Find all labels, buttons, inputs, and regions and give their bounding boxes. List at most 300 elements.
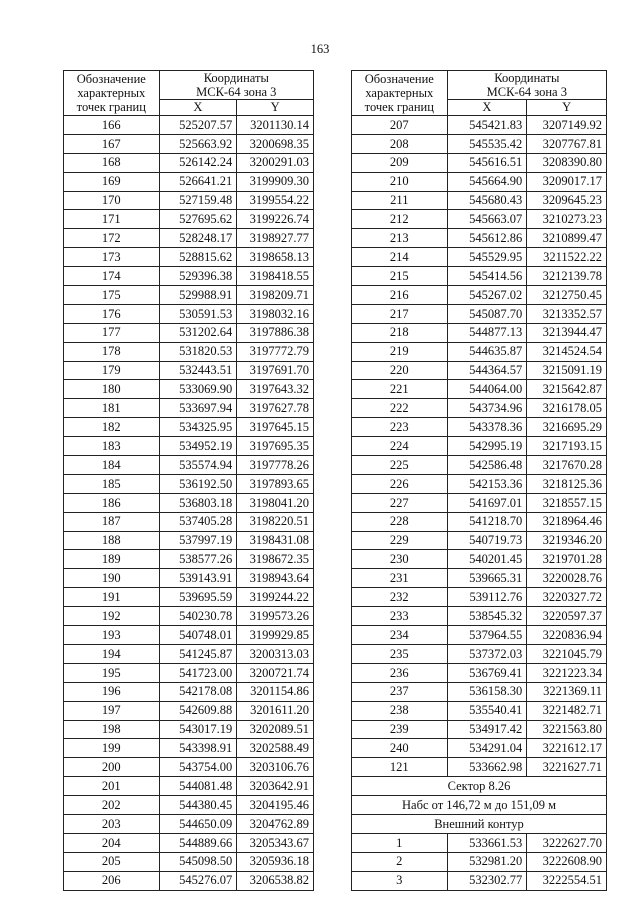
x-cell: 539695.59 [159, 588, 237, 607]
y-cell: 3205343.67 [237, 833, 314, 852]
point-cell: 205 [64, 852, 160, 871]
point-cell: 173 [64, 248, 160, 267]
y-cell: 3209017.17 [527, 172, 607, 191]
point-cell: 238 [352, 701, 448, 720]
table-row [352, 361, 607, 380]
table-row [64, 569, 314, 588]
table-row [64, 153, 314, 172]
x-cell: 530591.53 [159, 304, 237, 323]
point-cell: 216 [352, 286, 448, 305]
point-cell: 206 [64, 871, 160, 890]
header-y: Y [237, 100, 314, 116]
y-cell: 3220028.76 [527, 569, 607, 588]
x-cell: 545421.83 [447, 116, 527, 135]
y-cell: 3198672.35 [237, 550, 314, 569]
point-cell: 218 [352, 323, 448, 342]
table-row [352, 644, 607, 663]
x-cell: 534291.04 [447, 739, 527, 758]
y-cell: 3198431.08 [237, 531, 314, 550]
point-cell: 178 [64, 342, 160, 361]
point-cell: 196 [64, 682, 160, 701]
header-y: Y [527, 100, 607, 116]
y-cell: 3222627.70 [527, 833, 607, 852]
y-cell: 3218964.46 [527, 512, 607, 531]
y-cell: 3197627.78 [237, 399, 314, 418]
x-cell: 542153.36 [447, 474, 527, 493]
sector-title: Сектор 8.26 [352, 777, 607, 796]
header-x: X [447, 100, 527, 116]
x-cell: 545414.56 [447, 267, 527, 286]
table-row [64, 304, 314, 323]
point-cell: 214 [352, 248, 448, 267]
left-table-body [64, 116, 314, 891]
x-cell: 545276.07 [159, 871, 237, 890]
x-cell: 539665.31 [447, 569, 527, 588]
point-cell: 230 [352, 550, 448, 569]
table-row [64, 644, 314, 663]
x-cell: 534952.19 [159, 437, 237, 456]
header-coordinates-line: МСК-64 зона 3 [196, 85, 277, 99]
table-row [352, 493, 607, 512]
header-x: X [159, 100, 237, 116]
header-designation-line: точек границ [76, 100, 146, 114]
y-cell: 3221482.71 [527, 701, 607, 720]
table-row [352, 153, 607, 172]
x-cell: 544650.09 [159, 814, 237, 833]
table-row [64, 550, 314, 569]
table-row [352, 418, 607, 437]
table-row [64, 380, 314, 399]
y-cell: 3197772.79 [237, 342, 314, 361]
y-cell: 3198220.51 [237, 512, 314, 531]
x-cell: 533697.94 [159, 399, 237, 418]
sector-title-row [352, 777, 607, 796]
y-cell: 3198658.13 [237, 248, 314, 267]
table-row [352, 720, 607, 739]
y-cell: 3200291.03 [237, 153, 314, 172]
x-cell: 545098.50 [159, 852, 237, 871]
point-cell: 191 [64, 588, 160, 607]
table-row [64, 663, 314, 682]
point-cell: 221 [352, 380, 448, 399]
y-cell: 3221223.34 [527, 663, 607, 682]
y-cell: 3217670.28 [527, 456, 607, 475]
x-cell: 537372.03 [447, 644, 527, 663]
x-cell: 532443.51 [159, 361, 237, 380]
point-cell: 177 [64, 323, 160, 342]
x-cell: 533661.53 [447, 833, 527, 852]
point-cell: 172 [64, 229, 160, 248]
table-row [64, 172, 314, 191]
x-cell: 531820.53 [159, 342, 237, 361]
table-row [352, 286, 607, 305]
y-cell: 3197645.15 [237, 418, 314, 437]
point-cell: 212 [352, 210, 448, 229]
y-cell: 3217193.15 [527, 437, 607, 456]
x-cell: 529396.38 [159, 267, 237, 286]
header-designation [64, 71, 160, 116]
x-cell: 536769.41 [447, 663, 527, 682]
coordinates-table-left [63, 70, 314, 891]
point-cell: 170 [64, 191, 160, 210]
x-cell: 545087.70 [447, 304, 527, 323]
table-row [64, 191, 314, 210]
sector-range-row [352, 796, 607, 815]
x-cell: 533069.90 [159, 380, 237, 399]
table-row [352, 663, 607, 682]
right-table-body [352, 116, 607, 777]
x-cell: 536192.50 [159, 474, 237, 493]
table-row [352, 380, 607, 399]
x-cell: 537964.55 [447, 626, 527, 645]
point-cell: 240 [352, 739, 448, 758]
point-cell: 199 [64, 739, 160, 758]
point-cell: 187 [64, 512, 160, 531]
table-row [352, 626, 607, 645]
x-cell: 531202.64 [159, 323, 237, 342]
table-row [352, 607, 607, 626]
header-coordinates-line: Координаты [494, 71, 560, 85]
x-cell: 540748.01 [159, 626, 237, 645]
table-row [64, 134, 314, 153]
x-cell: 545267.02 [447, 286, 527, 305]
x-cell: 525207.57 [159, 116, 237, 135]
x-cell: 545663.07 [447, 210, 527, 229]
y-cell: 3200313.03 [237, 644, 314, 663]
y-cell: 3197778.26 [237, 456, 314, 475]
y-cell: 3200721.74 [237, 663, 314, 682]
x-cell: 544877.13 [447, 323, 527, 342]
y-cell: 3210273.23 [527, 210, 607, 229]
table-row [352, 739, 607, 758]
y-cell: 3199929.85 [237, 626, 314, 645]
header-designation-line: Обозначение [364, 72, 434, 86]
y-cell: 3199573.26 [237, 607, 314, 626]
x-cell: 533662.98 [447, 758, 527, 777]
table-row [64, 720, 314, 739]
x-cell: 544081.48 [159, 777, 237, 796]
table-row [352, 569, 607, 588]
y-cell: 3210899.47 [527, 229, 607, 248]
point-cell: 2 [352, 852, 448, 871]
point-cell: 231 [352, 569, 448, 588]
table-row [352, 833, 607, 852]
x-cell: 534917.42 [447, 720, 527, 739]
x-cell: 539143.91 [159, 569, 237, 588]
x-cell: 543017.19 [159, 720, 237, 739]
x-cell: 532981.20 [447, 852, 527, 871]
table-row [64, 607, 314, 626]
point-cell: 184 [64, 456, 160, 475]
header-designation-line: точек границ [364, 100, 434, 114]
y-cell: 3198927.77 [237, 229, 314, 248]
point-cell: 190 [64, 569, 160, 588]
table-row [64, 531, 314, 550]
x-cell: 537997.19 [159, 531, 237, 550]
point-cell: 181 [64, 399, 160, 418]
point-cell: 198 [64, 720, 160, 739]
y-cell: 3213352.57 [527, 304, 607, 323]
table-row [64, 399, 314, 418]
point-cell: 239 [352, 720, 448, 739]
table-row [64, 758, 314, 777]
table-row [352, 531, 607, 550]
table-row [64, 342, 314, 361]
y-cell: 3209645.23 [527, 191, 607, 210]
table-row [64, 116, 314, 135]
x-cell: 544635.87 [447, 342, 527, 361]
y-cell: 3218557.15 [527, 493, 607, 512]
y-cell: 3198943.64 [237, 569, 314, 588]
x-cell: 545680.43 [447, 191, 527, 210]
x-cell: 541245.87 [159, 644, 237, 663]
y-cell: 3198032.16 [237, 304, 314, 323]
table-row [352, 456, 607, 475]
x-cell: 527159.48 [159, 191, 237, 210]
table-row [64, 323, 314, 342]
y-cell: 3212139.78 [527, 267, 607, 286]
sector-block [352, 777, 607, 834]
x-cell: 542586.48 [447, 456, 527, 475]
point-cell: 208 [352, 134, 448, 153]
y-cell: 3214524.54 [527, 342, 607, 361]
point-cell: 217 [352, 304, 448, 323]
y-cell: 3219346.20 [527, 531, 607, 550]
table-row [64, 796, 314, 815]
table-row [64, 210, 314, 229]
x-cell: 541697.01 [447, 493, 527, 512]
x-cell: 540719.73 [447, 531, 527, 550]
point-cell: 169 [64, 172, 160, 191]
point-cell: 227 [352, 493, 448, 512]
point-cell: 210 [352, 172, 448, 191]
x-cell: 541723.00 [159, 663, 237, 682]
table-row [64, 852, 314, 871]
y-cell: 3197643.32 [237, 380, 314, 399]
x-cell: 528248.17 [159, 229, 237, 248]
y-cell: 3208390.80 [527, 153, 607, 172]
point-cell: 213 [352, 229, 448, 248]
y-cell: 3199909.30 [237, 172, 314, 191]
table-row [352, 437, 607, 456]
y-cell: 3216695.29 [527, 418, 607, 437]
y-cell: 3199554.22 [237, 191, 314, 210]
contour-title: Внешний контур [352, 814, 607, 833]
table-row [64, 777, 314, 796]
table-row [64, 814, 314, 833]
point-cell: 3 [352, 871, 448, 890]
x-cell: 535540.41 [447, 701, 527, 720]
table-row [64, 833, 314, 852]
point-cell: 236 [352, 663, 448, 682]
table-row [352, 172, 607, 191]
point-cell: 204 [64, 833, 160, 852]
point-cell: 209 [352, 153, 448, 172]
y-cell: 3220836.94 [527, 626, 607, 645]
table-row [64, 418, 314, 437]
point-cell: 229 [352, 531, 448, 550]
table-row [64, 361, 314, 380]
y-cell: 3204762.89 [237, 814, 314, 833]
table-row [352, 588, 607, 607]
y-cell: 3221369.11 [527, 682, 607, 701]
table-row [64, 248, 314, 267]
y-cell: 3221612.17 [527, 739, 607, 758]
y-cell: 3198041.20 [237, 493, 314, 512]
contour-title-row [352, 814, 607, 833]
table-row [352, 512, 607, 531]
header-designation-line: характерных [77, 86, 146, 100]
point-cell: 192 [64, 607, 160, 626]
point-cell: 121 [352, 758, 448, 777]
x-cell: 543378.36 [447, 418, 527, 437]
table-row [352, 210, 607, 229]
y-cell: 3201154.86 [237, 682, 314, 701]
y-cell: 3206538.82 [237, 871, 314, 890]
point-cell: 182 [64, 418, 160, 437]
table-row [64, 871, 314, 890]
table-row [64, 701, 314, 720]
x-cell: 545616.51 [447, 153, 527, 172]
table-row [64, 493, 314, 512]
table-row [352, 304, 607, 323]
x-cell: 529988.91 [159, 286, 237, 305]
x-cell: 536158.30 [447, 682, 527, 701]
table-row [64, 626, 314, 645]
table-row [64, 682, 314, 701]
x-cell: 527695.62 [159, 210, 237, 229]
point-cell: 193 [64, 626, 160, 645]
table-row [352, 474, 607, 493]
x-cell: 543398.91 [159, 739, 237, 758]
y-cell: 3211522.22 [527, 248, 607, 267]
table-row [352, 682, 607, 701]
table-row [352, 323, 607, 342]
table-row [352, 229, 607, 248]
table-row [64, 229, 314, 248]
x-cell: 538577.26 [159, 550, 237, 569]
y-cell: 3197893.65 [237, 474, 314, 493]
y-cell: 3199244.22 [237, 588, 314, 607]
x-cell: 542178.08 [159, 682, 237, 701]
table-row [64, 739, 314, 758]
x-cell: 543754.00 [159, 758, 237, 777]
table-row [352, 191, 607, 210]
y-cell: 3222608.90 [527, 852, 607, 871]
y-cell: 3197886.38 [237, 323, 314, 342]
y-cell: 3203106.76 [237, 758, 314, 777]
y-cell: 3198209.71 [237, 286, 314, 305]
table-row [352, 248, 607, 267]
x-cell: 528815.62 [159, 248, 237, 267]
point-cell: 175 [64, 286, 160, 305]
y-cell: 3207149.92 [527, 116, 607, 135]
header-coordinates [447, 71, 606, 100]
point-cell: 168 [64, 153, 160, 172]
point-cell: 220 [352, 361, 448, 380]
x-cell: 544889.66 [159, 833, 237, 852]
point-cell: 195 [64, 663, 160, 682]
y-cell: 3203642.91 [237, 777, 314, 796]
point-cell: 183 [64, 437, 160, 456]
y-cell: 3202089.51 [237, 720, 314, 739]
y-cell: 3202588.49 [237, 739, 314, 758]
point-cell: 180 [64, 380, 160, 399]
point-cell: 222 [352, 399, 448, 418]
x-cell: 536803.18 [159, 493, 237, 512]
table-row [352, 134, 607, 153]
table-row [64, 437, 314, 456]
page-number: 163 [310, 42, 330, 56]
table-row [64, 474, 314, 493]
header-coordinates-line: Координаты [203, 71, 269, 85]
point-cell: 185 [64, 474, 160, 493]
point-cell: 197 [64, 701, 160, 720]
y-cell: 3197691.70 [237, 361, 314, 380]
coordinates-table-right [351, 70, 607, 891]
y-cell: 3213944.47 [527, 323, 607, 342]
point-cell: 232 [352, 588, 448, 607]
y-cell: 3198418.55 [237, 267, 314, 286]
y-cell: 3199226.74 [237, 210, 314, 229]
x-cell: 532302.77 [447, 871, 527, 890]
x-cell: 543734.96 [447, 399, 527, 418]
header-designation-line: характерных [365, 86, 434, 100]
x-cell: 526142.24 [159, 153, 237, 172]
table-row [64, 588, 314, 607]
table-row [64, 512, 314, 531]
y-cell: 3216178.05 [527, 399, 607, 418]
point-cell: 235 [352, 644, 448, 663]
contour-table-body [352, 833, 607, 890]
x-cell: 539112.76 [447, 588, 527, 607]
y-cell: 3212750.45 [527, 286, 607, 305]
x-cell: 544364.57 [447, 361, 527, 380]
table-row [352, 550, 607, 569]
point-cell: 188 [64, 531, 160, 550]
table-row [64, 456, 314, 475]
table-row [352, 399, 607, 418]
table-row [352, 116, 607, 135]
table-row [352, 758, 607, 777]
y-cell: 3220327.72 [527, 588, 607, 607]
point-cell: 202 [64, 796, 160, 815]
x-cell: 540201.45 [447, 550, 527, 569]
y-cell: 3200698.35 [237, 134, 314, 153]
table-row [64, 267, 314, 286]
y-cell: 3221563.80 [527, 720, 607, 739]
y-cell: 3219701.28 [527, 550, 607, 569]
y-cell: 3201130.14 [237, 116, 314, 135]
point-cell: 176 [64, 304, 160, 323]
y-cell: 3221627.71 [527, 758, 607, 777]
table-row [352, 871, 607, 890]
point-cell: 211 [352, 191, 448, 210]
x-cell: 526641.21 [159, 172, 237, 191]
point-cell: 1 [352, 833, 448, 852]
x-cell: 538545.32 [447, 607, 527, 626]
point-cell: 215 [352, 267, 448, 286]
table-row [64, 286, 314, 305]
point-cell: 207 [352, 116, 448, 135]
header-designation [352, 71, 448, 116]
y-cell: 3207767.81 [527, 134, 607, 153]
y-cell: 3215091.19 [527, 361, 607, 380]
point-cell: 166 [64, 116, 160, 135]
header-designation-line: Обозначение [76, 72, 146, 86]
x-cell: 535574.94 [159, 456, 237, 475]
y-cell: 3205936.18 [237, 852, 314, 871]
